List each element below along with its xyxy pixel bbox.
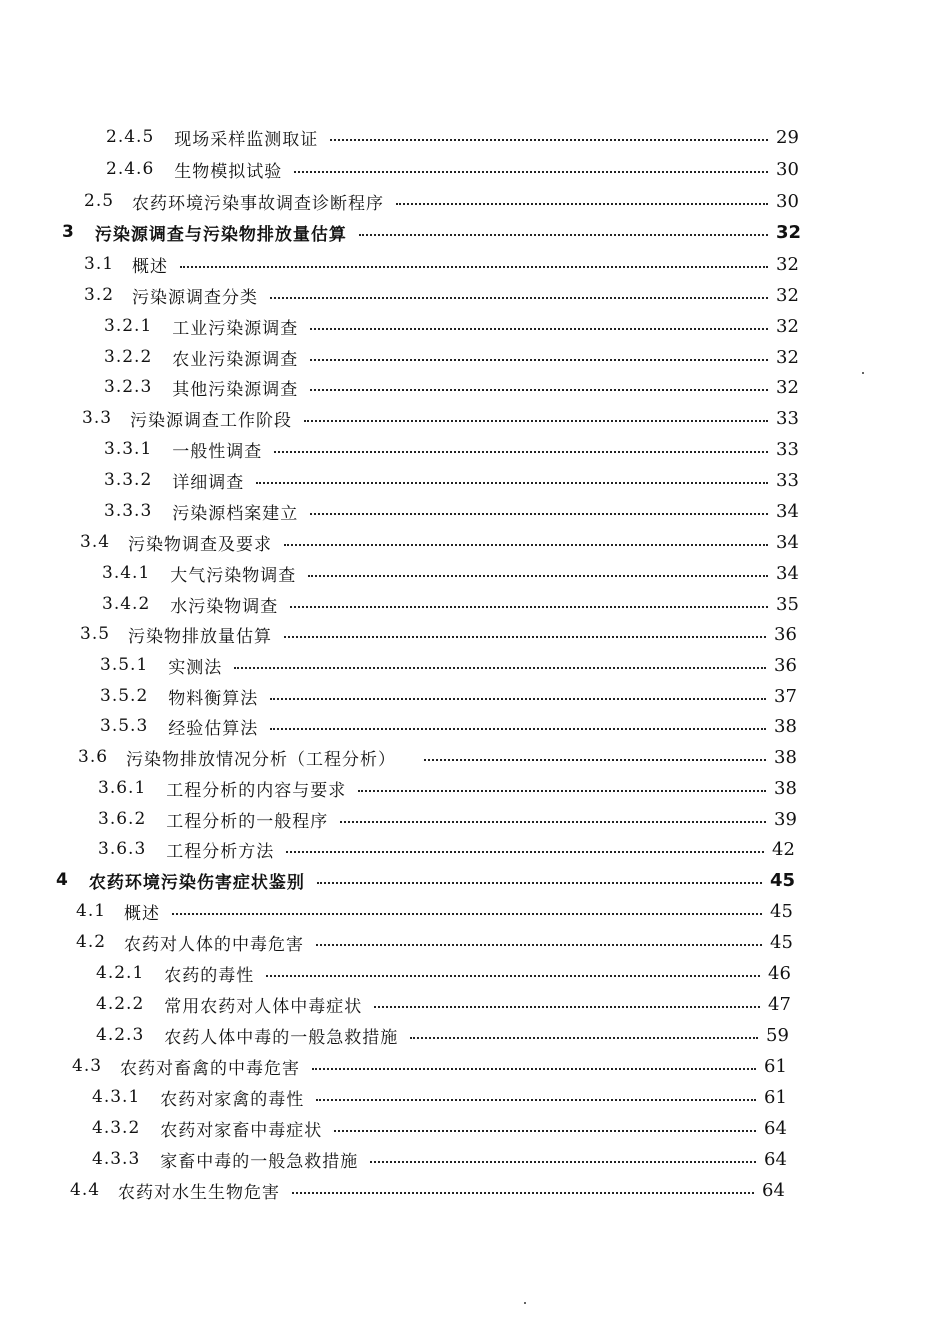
toc-page: 32 — [776, 253, 799, 275]
toc-page: 61 — [764, 1086, 787, 1108]
dot-leader — [330, 139, 768, 141]
toc-number: 3.2.3 — [104, 377, 153, 397]
toc-number: 4.3.3 — [92, 1149, 141, 1169]
toc-title: 概述 — [132, 256, 169, 277]
toc-title: 实测法 — [168, 657, 223, 678]
toc-entry-4-4 — [70, 1175, 788, 1205]
dot-leader — [310, 359, 768, 361]
toc-title: 农药环境污染伤害症状鉴别 — [88, 872, 305, 893]
dot-leader — [270, 698, 766, 700]
toc-page: 64 — [764, 1117, 787, 1139]
toc-title: 污染源调查与污染物排放量估算 — [94, 224, 347, 245]
toc-title: 污染源调查分类 — [132, 287, 259, 308]
toc-entry-4-3 — [72, 1051, 790, 1081]
scan-speck — [524, 1302, 526, 1304]
dot-leader — [310, 328, 768, 330]
toc-entry-3-2-3 — [104, 372, 802, 402]
toc-number: 3.5.2 — [100, 686, 149, 706]
dot-leader — [358, 790, 766, 792]
toc-number: 3.5 — [80, 624, 111, 644]
toc-title: 经验估算法 — [168, 718, 259, 739]
toc-page: 45 — [770, 931, 793, 953]
toc-title: 农药对家畜中毒症状 — [160, 1120, 323, 1141]
toc-title: 农药对家禽的毒性 — [160, 1089, 305, 1110]
toc-number: 3.5.1 — [100, 655, 149, 675]
toc-entry-3-5-2 — [100, 681, 800, 711]
toc-title: 工程分析方法 — [166, 841, 275, 862]
scan-speck — [862, 372, 864, 374]
dot-leader — [234, 667, 766, 669]
toc-page: 38 — [774, 715, 797, 737]
toc-page: 38 — [774, 746, 797, 768]
toc-entry-4-3-1 — [92, 1082, 790, 1112]
toc-number: 3.3.3 — [104, 501, 153, 521]
toc-entry-3-4 — [80, 527, 802, 557]
toc-entry-2-4-6 — [106, 154, 802, 184]
dot-leader — [316, 1099, 756, 1101]
toc-number: 3.2.2 — [104, 347, 153, 367]
toc-number: 4 — [56, 870, 69, 890]
toc-number: 3.5.3 — [100, 716, 149, 736]
toc-title: 详细调查 — [172, 472, 245, 493]
toc-title: 家畜中毒的一般急救措施 — [160, 1151, 359, 1172]
toc-entry-3-1 — [84, 249, 802, 279]
toc-entry-3-3-3 — [104, 496, 802, 526]
toc-page: 38 — [774, 777, 797, 799]
dot-leader — [316, 944, 762, 946]
toc-page: 33 — [776, 438, 799, 460]
toc-number: 4.2.2 — [96, 994, 145, 1014]
dot-leader — [270, 728, 766, 730]
toc-page: 64 — [762, 1179, 785, 1201]
toc-title: 农药环境污染事故调查诊断程序 — [132, 193, 385, 214]
dot-leader — [304, 420, 768, 422]
toc-entry-3-6-2 — [98, 804, 800, 834]
toc-entry-3-3-2 — [104, 465, 802, 495]
toc-title: 污染物调查及要求 — [128, 534, 273, 555]
toc-page: 59 — [766, 1024, 789, 1046]
toc-number: 3.6.3 — [98, 839, 147, 859]
dot-leader — [292, 1192, 754, 1194]
dot-leader — [359, 234, 768, 236]
toc-title: 常用农药对人体中毒症状 — [164, 996, 363, 1017]
toc-title: 污染源调查工作阶段 — [130, 410, 293, 431]
toc-title: 污染物排放情况分析（工程分析） — [126, 749, 397, 770]
toc-entry-4-2-2 — [96, 989, 794, 1019]
toc-page: 34 — [776, 562, 799, 584]
toc-page: 30 — [776, 190, 799, 212]
toc-title: 污染物排放量估算 — [128, 626, 273, 647]
toc-entry-4-2 — [76, 927, 796, 957]
toc-number: 3.3 — [82, 408, 113, 428]
toc-entry-3-3-1 — [104, 434, 802, 464]
toc-number: 2.4.5 — [106, 127, 155, 147]
toc-entry-4-1 — [76, 896, 796, 926]
toc-entry-3-5 — [80, 619, 800, 649]
dot-leader — [334, 1130, 756, 1132]
toc-number: 4.3.2 — [92, 1118, 141, 1138]
toc-title: 一般性调查 — [172, 441, 263, 462]
toc-number: 2.4.6 — [106, 159, 155, 179]
toc-entry-3-2-1 — [104, 311, 802, 341]
toc-page: 37 — [774, 685, 797, 707]
toc-page: 36 — [774, 623, 797, 645]
toc-title: 农业污染源调查 — [172, 349, 299, 370]
toc-number: 3.3.1 — [104, 439, 153, 459]
toc-page: 32 — [776, 221, 802, 243]
toc-title: 工程分析的内容与要求 — [166, 780, 347, 801]
toc-number: 3.6.2 — [98, 809, 147, 829]
toc-entry-2-5 — [84, 186, 802, 216]
toc-number: 4.1 — [76, 901, 107, 921]
toc-number: 3.4.1 — [102, 563, 151, 583]
dot-leader — [284, 636, 766, 638]
toc-number: 4.2.3 — [96, 1025, 145, 1045]
toc-page: 45 — [770, 869, 796, 891]
toc-number: 2.5 — [84, 191, 115, 211]
toc-page: 34 — [776, 500, 799, 522]
toc-title: 工程分析的一般程序 — [166, 811, 329, 832]
toc-title: 概述 — [124, 903, 161, 924]
toc-number: 3.3.2 — [104, 470, 153, 490]
toc-entry-4-2-1 — [96, 958, 794, 988]
toc-title: 农药的毒性 — [164, 965, 255, 986]
toc-page: 29 — [776, 126, 799, 148]
toc-page: 32 — [776, 315, 799, 337]
dot-leader — [396, 203, 768, 205]
toc-number: 3.4.2 — [102, 594, 151, 614]
dot-leader — [312, 1068, 756, 1070]
toc-title: 农药对水生生物危害 — [118, 1182, 281, 1203]
toc-number: 3 — [62, 222, 75, 242]
dot-leader — [340, 821, 766, 823]
toc-entry-3-3 — [82, 403, 802, 433]
dot-leader — [294, 171, 768, 173]
toc-entry-3-6-3 — [98, 834, 798, 864]
toc-title: 污染源档案建立 — [172, 503, 299, 524]
toc-entry-3-2-2 — [104, 342, 802, 372]
toc-page: 47 — [768, 993, 791, 1015]
toc-entry-4 — [56, 865, 796, 895]
toc-page: 61 — [764, 1055, 787, 1077]
toc-page: 35 — [776, 593, 799, 615]
dot-leader — [424, 759, 766, 761]
dot-leader — [274, 451, 768, 453]
dot-leader — [270, 297, 768, 299]
toc-number: 4.2 — [76, 932, 107, 952]
toc-entry-3-4-1 — [102, 558, 802, 588]
toc-title: 水污染物调查 — [170, 596, 279, 617]
toc-title: 其他污染源调查 — [172, 379, 299, 400]
dot-leader — [266, 975, 760, 977]
toc-entry-3-4-2 — [102, 589, 802, 619]
toc-title: 工业污染源调查 — [172, 318, 299, 339]
toc-number: 3.6 — [78, 747, 109, 767]
dot-leader — [180, 266, 768, 268]
toc-title: 农药人体中毒的一般急救措施 — [164, 1027, 399, 1048]
toc-number: 3.6.1 — [98, 778, 147, 798]
dot-leader — [317, 882, 762, 884]
toc-entry-3-6-1 — [98, 773, 800, 803]
toc-page: 64 — [764, 1148, 787, 1170]
toc-title: 物料衡算法 — [168, 688, 259, 709]
toc-page: 45 — [770, 900, 793, 922]
toc-entry-3-6 — [78, 742, 800, 772]
toc-number: 4.3 — [72, 1056, 103, 1076]
toc-number: 4.4 — [70, 1180, 101, 1200]
toc-page: 30 — [776, 158, 799, 180]
toc-entry-2-4-5 — [106, 122, 802, 152]
toc-number: 4.2.1 — [96, 963, 145, 983]
toc-entry-3 — [62, 217, 802, 247]
toc-entry-4-3-2 — [92, 1113, 790, 1143]
dot-leader — [290, 606, 768, 608]
dot-leader — [172, 913, 762, 915]
dot-leader — [308, 575, 768, 577]
toc-number: 3.2 — [84, 285, 115, 305]
toc-number: 4.3.1 — [92, 1087, 141, 1107]
dot-leader — [286, 851, 764, 853]
toc-page: 34 — [776, 531, 799, 553]
dot-leader — [410, 1037, 758, 1039]
toc-entry-4-2-3 — [96, 1020, 792, 1050]
toc-page: 32 — [776, 346, 799, 368]
toc-page: 36 — [774, 654, 797, 676]
dot-leader — [310, 513, 768, 515]
toc-title: 大气污染物调查 — [170, 565, 297, 586]
dot-leader — [374, 1006, 760, 1008]
dot-leader — [256, 482, 768, 484]
toc-title: 农药对人体的中毒危害 — [124, 934, 305, 955]
toc-title: 生物模拟试验 — [174, 161, 283, 182]
toc-page: 33 — [776, 407, 799, 429]
toc-entry-4-3-3 — [92, 1144, 790, 1174]
toc-page: 39 — [774, 808, 797, 830]
toc-entry-3-5-1 — [100, 650, 800, 680]
toc-title: 农药对畜禽的中毒危害 — [120, 1058, 301, 1079]
toc-title: 现场采样监测取证 — [174, 129, 319, 150]
toc-number: 3.4 — [80, 532, 111, 552]
toc-page: 46 — [768, 962, 791, 984]
toc-number: 3.2.1 — [104, 316, 153, 336]
dot-leader — [284, 544, 768, 546]
toc-page: 33 — [776, 469, 799, 491]
toc-page: 42 — [772, 838, 795, 860]
toc-entry-3-2 — [84, 280, 802, 310]
toc-page: 32 — [776, 376, 799, 398]
toc-page: 32 — [776, 284, 799, 306]
toc-number: 3.1 — [84, 254, 115, 274]
dot-leader — [370, 1161, 756, 1163]
dot-leader — [310, 389, 768, 391]
toc-entry-3-5-3 — [100, 711, 800, 741]
